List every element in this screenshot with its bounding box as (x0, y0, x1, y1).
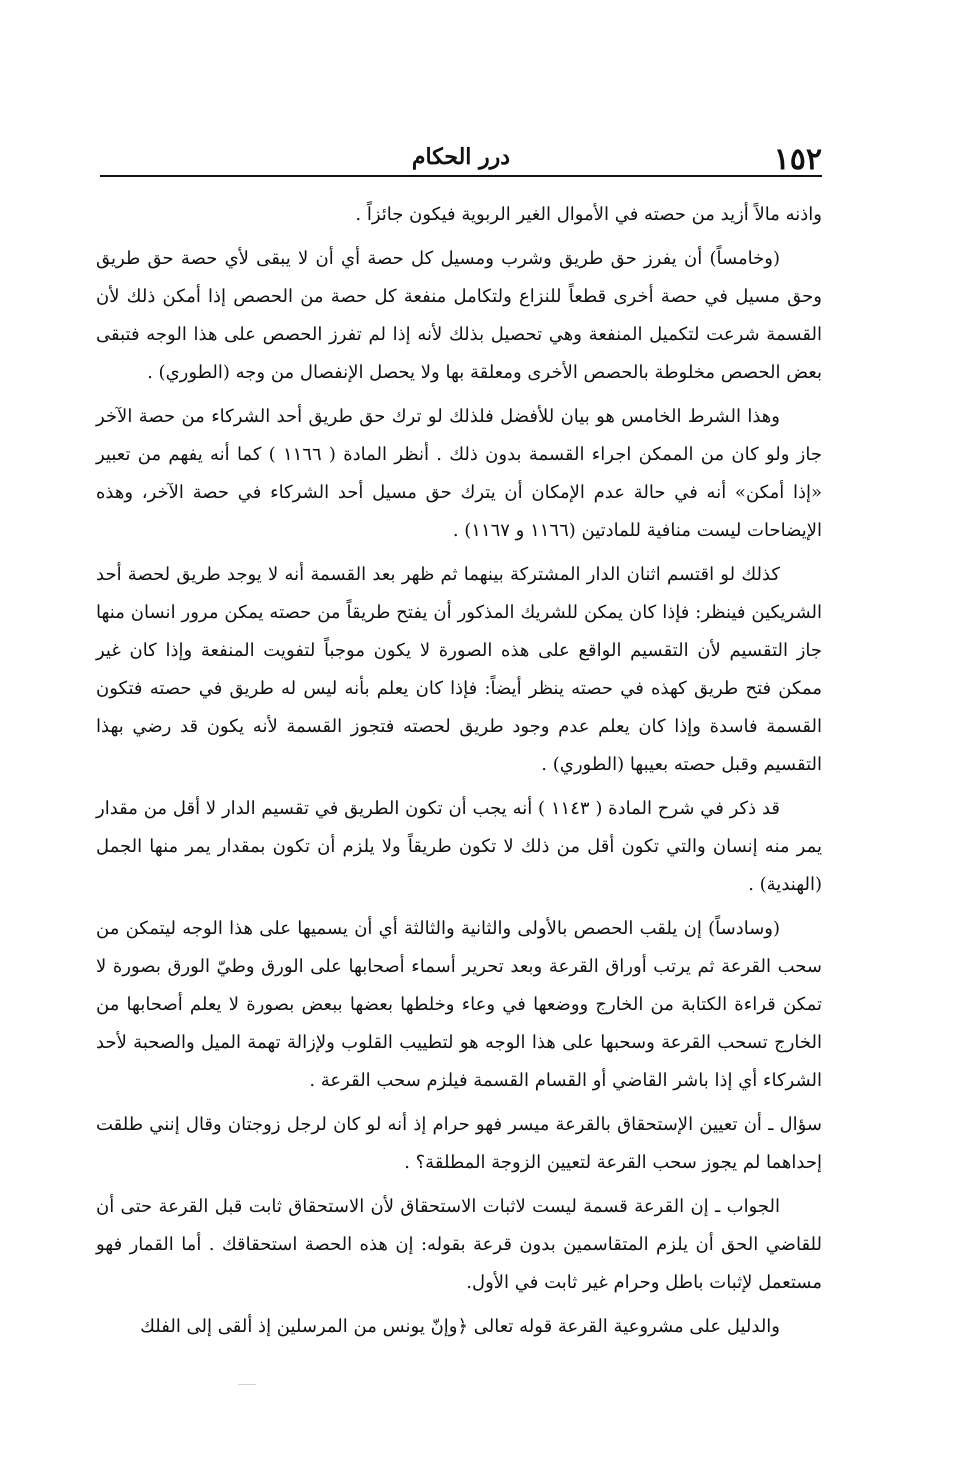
page-number: ١٥٢ (773, 142, 822, 177)
paragraph-2: (وخامساً) أن يفرز حق طريق وشرب ومسيل كل حصة أي أن لا يبقى لأي حصة حق طريق وحق مسيل في حصة أخرى قطعاً للنزاع ولتكامل منفعة كل حصة من الحصص إذا أمكن ذلك لأن القسمة شرعت لتكميل المنفعة وهي تحصيل بذلك لأنه إذا لم تفرز الحصص على هذا الوجه فتبقى بعض الحصص مخلوطة بالحصص الأخرى ومعلقة بها ولا يحصل الإنفصال من وجه (الطوري) . (96, 248, 822, 383)
paragraph-1: واذنه مالاً أزيد من حصته في الأموال الغير الربوية فيكون جائزاً . (355, 204, 822, 225)
page-body (96, 196, 822, 1352)
paragraph-7: سؤال ـ أن تعيين الإستحقاق بالقرعة ميسر فهو حرام إذ أنه لو كان لرجل زوجتان وقال إنني طلقت إحداهما لم يجوز سحب القرعة لتعيين الزوجة المطلقة؟ . (96, 1114, 822, 1173)
running-title: درر الحكام (411, 144, 511, 170)
paragraph-8: الجواب ـ إن القرعة قسمة ليست لاثبات الاستحقاق لأن الاستحقاق ثابت قبل القرعة حتى أن للقاضي الحق أن يلزم المتقاسمين بدون قرعة بقوله: إن هذه الحصة استحقاقك . أما القمار فهو مستعمل لإثبات باطل وحرام غير ثابت في الأول. (96, 1196, 822, 1293)
paragraph-3: وهذا الشرط الخامس هو بيان للأفضل فلذلك لو ترك حق طريق أحد الشركاء من حصة الآخر جاز ولو كان من الممكن اجراء القسمة بدون ذلك . أنظر المادة ( ١١٦٦ ) كما أنه يفهم من تعبير «إذا أمكن» أنه في حالة عدم الإمكان أن يترك حق مسيل أحد الشركاء في حصة الآخر، وهذه الإيضاحات ليست منافية للمادتين (١١٦٦ و ١١٦٧) . (96, 406, 822, 541)
page-header (100, 138, 822, 176)
paragraph-9: والدليل على مشروعية القرعة قوله تعالى ﴿وإنّ يونس من المرسلين إذ ألقى إلى الفلك (140, 1316, 780, 1337)
header-rule (100, 175, 822, 177)
scan-mark (238, 1384, 256, 1385)
paragraph-4: كذلك لو اقتسم اثنان الدار المشتركة بينهما ثم ظهر بعد القسمة أنه لا يوجد طريق لحصة أحد الشريكين فينظر: فإذا كان يمكن للشريك المذكور أن يفتح طريقاً من حصته يمكن مرور انسان منها جاز التقسيم لأن التقسيم الواقع على هذه الصورة لا يكون موجباً لتفويت المنفعة وإذا كان غير ممكن فتح طريق كهذه في حصته ينظر أيضاً: فإذا كان يعلم بأنه ليس له طريق في حصته فتكون القسمة فاسدة وإذا كان يعلم عدم وجود طريق لحصته فتجوز القسمة لأنه يكون قد رضي بهذا التقسيم وقبل حصته بعيبها (الطوري) . (96, 564, 822, 775)
paragraph-6: (وسادساً) إن يلقب الحصص بالأولى والثانية والثالثة أي أن يسميها على هذا الوجه ليتمكن من سحب القرعة ثم يرتب أوراق القرعة وبعد تحرير أسماء أصحابها على الورق وطيّ الورق بصورة لا تمكن قراءة الكتابة من الخارج ووضعها في وعاء وخلطها بعضها ببعض بصورة لا يعلم أصحابها من الخارج تسحب القرعة وسحبها على هذا الوجه هو لتطييب القلوب ولإزالة تهمة الميل والصحبة لأحد الشركاء أي إذا باشر القاضي أو القسام القسمة فيلزم سحب القرعة . (96, 918, 822, 1091)
paragraph-5: قد ذكر في شرح المادة ( ١١٤٣ ) أنه يجب أن تكون الطريق في تقسيم الدار لا أقل من مقدار يمر منه إنسان والتي تكون أقل من ذلك لا تكون طريقاً ولا يلزم أن تكون بمقدار يمر منها الجمل (الهندية) . (96, 798, 822, 895)
